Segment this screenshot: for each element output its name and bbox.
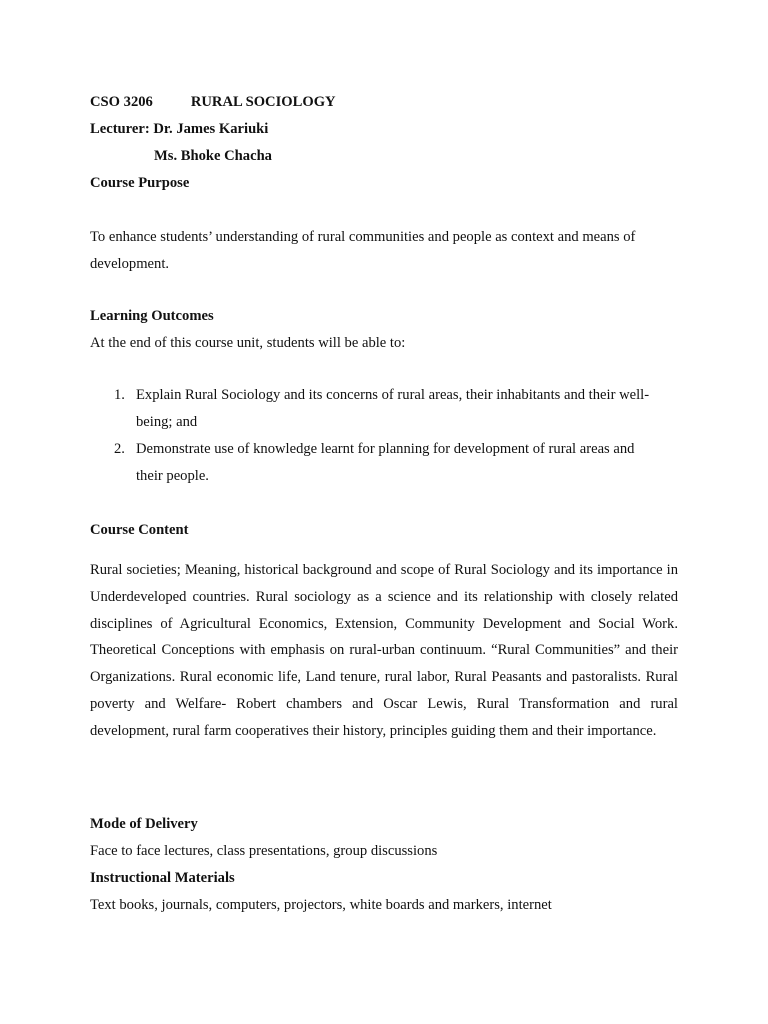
learning-outcomes-heading: Learning Outcomes [90, 308, 214, 324]
list-item [90, 382, 678, 436]
list-item-number: 1. [114, 387, 125, 403]
course-content-text: Rural societies; Meaning, historical background and scope of Rural Sociology and its importance in Underdeveloped countries. Rural sociology as a science and its relationship with closely related disciplines of Agricultural Economics, Extension, Community Development and Social Work. Theoretical Conceptions with emphasis on rural-urban continuum. “Rural Communities” and their Organizations. Rural economic life, Land tenure, rural labor, Rural Peasants and pastoralists. Rural poverty and Welfare- Robert chambers and Oscar Lewis, Rural Transformation and rural development, rural farm cooperatives their history, principles guiding them and their importance. [90, 562, 678, 739]
lecturer-line [90, 119, 268, 139]
course-code: CSO 3206 [90, 94, 153, 110]
course-purpose-heading: Course Purpose [90, 175, 190, 191]
lecturer-1: Dr. James Kariuki [153, 121, 269, 137]
mode-of-delivery-text: Face to face lectures, class presentations, group discussions [90, 843, 438, 859]
course-header [90, 92, 336, 112]
course-purpose-text-line-1: To enhance students’ understanding of rural communities and people as context and means of [90, 229, 636, 245]
instructional-materials-text: Text books, journals, computers, projectors, white boards and markers, internet [90, 897, 552, 913]
learning-outcomes-intro: At the end of this course unit, students will be able to: [90, 335, 406, 351]
list-item-line-2: being; and [136, 414, 198, 430]
learning-outcomes-list [90, 382, 678, 490]
lecturer-label: Lecturer: [90, 121, 150, 137]
list-item-line-2: their people. [136, 468, 209, 484]
list-item [90, 436, 678, 490]
instructional-materials-heading: Instructional Materials [90, 870, 235, 886]
lecturer-2: Ms. Bhoke Chacha [154, 148, 272, 164]
list-item-number: 2. [114, 441, 125, 457]
course-title: RURAL SOCIOLOGY [190, 94, 336, 110]
course-purpose-text-line-2: development. [90, 256, 170, 272]
list-item-line-1: Demonstrate use of knowledge learnt for planning for development of rural areas and [136, 441, 635, 457]
list-item-line-1: Explain Rural Sociology and its concerns of rural areas, their inhabitants and their well- [136, 387, 650, 403]
mode-of-delivery-heading: Mode of Delivery [90, 816, 198, 832]
course-content-heading: Course Content [90, 522, 189, 538]
